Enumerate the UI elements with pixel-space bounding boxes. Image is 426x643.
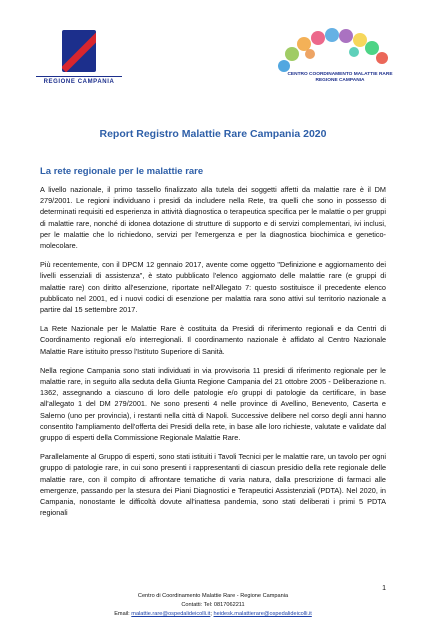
footer-email-prefix: Email: <box>114 611 132 617</box>
paragraph: La Rete Nazionale per le Malattie Rare è costituita da Presidi di riferimento regionali e da Centri di Coordinamento regionali e/o interregionali. Il coordinamento nazionale è affidato al Centro Nazionale Malattie Rare istituito presso l'Istituto Superiore di Sanità. <box>40 324 386 356</box>
centro-coordinamento-label: CENTRO COORDINAMENTO MALATTIE RARE REGIONE CAMPANIA <box>287 72 393 83</box>
footer-center-name: Centro di Coordinamento Malattie Rare - Regione Campania <box>137 593 289 599</box>
body-text <box>40 184 386 526</box>
footer <box>0 592 426 619</box>
paragraph: Parallelamente al Gruppo di esperti, sono stati istituiti i Tavoli Tecnici per le malattie rare, un tavolo per ogni gruppo di patologie rare, in cui sono presenti i rappresentanti di ciascun presidio della rete regionale delle malattie rare, con il compito di affrontare tematiche di varia natura, dalla prescrizione di farmaci alle emergenze, passando per la stesura dei Piani Diagnostici e Terapeutici Assistenziali (PDTA). Nel 2020, in Campania, nonostante le difficoltà dovute all'inattesa pandemia, sono stati deliberati i primi 5 PDTA regionali <box>40 452 386 518</box>
email-link-malattie-rare[interactable]: malattie.rare@ospedalideicolli.it <box>131 611 211 617</box>
footer-email-separator: ; <box>210 611 214 617</box>
email-link-heidesk[interactable]: heidesk.malattierare@ospedalideicolli.it <box>213 611 312 617</box>
regione-campania-logo <box>36 30 122 85</box>
paragraph: A livello nazionale, il primo tassello finalizzato alla tutela dei soggetti affetti da malattie rare è il DM 279/2001. Le regioni individuano i presidi da includere nella Rete, tra quelli che sono in possesso di determinati requisiti ed esperienza in attività diagnostica o terapeutica specifica per le malattie o per gruppi di malattie rare, nonché di idonea dotazione di strutture di supporto e di servizi complementari, ivi inclusi, per le malattie che lo richiedono, servizi per l'emergenza e per la diagnostica biochimica e genetico-molecolare. <box>40 185 386 251</box>
centro-coordinamento-logo <box>262 26 402 88</box>
paragraph: Nella regione Campania sono stati individuati in via provvisoria 11 presidi di riferimento regionale per le malattie rare, in seguito alla seduta della Giunta Regione Campania del 21 ottobre 2005 - Deliberazione n. 1362, assegnando a ciascuno di loro delle patologie e/o gruppi di patologie da certificare, in base all'allegato 1 del DM 279/2001. Ne sono presenti 4 nelle province di Avellino, Benevento, Caserta e Salerno (uno per provincia), i restanti nella città di Napoli. Successive delibere nel corso degli anni hanno consentito l'ampliamento dell'offerta dei Presidi della rete, in base alle loro richieste, valutate e validate dal gruppo di esperti della Commissione Regionale Malattie Rare. <box>40 365 386 443</box>
report-title: Report Registro Malattie Rare Campania 2020 <box>99 128 327 140</box>
footer-emails <box>0 610 426 619</box>
regione-campania-label: REGIONE CAMPANIA <box>36 76 122 85</box>
footer-contacts: Contatti: Tel: 0817062211 <box>181 602 245 608</box>
page-number: 1 <box>382 585 386 592</box>
regione-campania-shield-icon <box>62 30 96 72</box>
paragraph: Più recentemente, con il DPCM 12 gennaio 2017, avente come oggetto "Definizione e aggiornamento dei livelli essenziali di assistenza", è stato pubblicato l'elenco aggiornato delle malattie rare (e gruppi di malattie rare) con diritto all'esenzione, riportate nell'Allegato 7: questo sostituisce il precedente elenco pubblicato nel 2001, ed i nuovi codici di esenzione per malattia rara sono attivi sul territorio nazionale a partire dal 15 settembre 2017. <box>40 260 386 315</box>
section-title: La rete regionale per le malattie rare <box>40 166 204 177</box>
